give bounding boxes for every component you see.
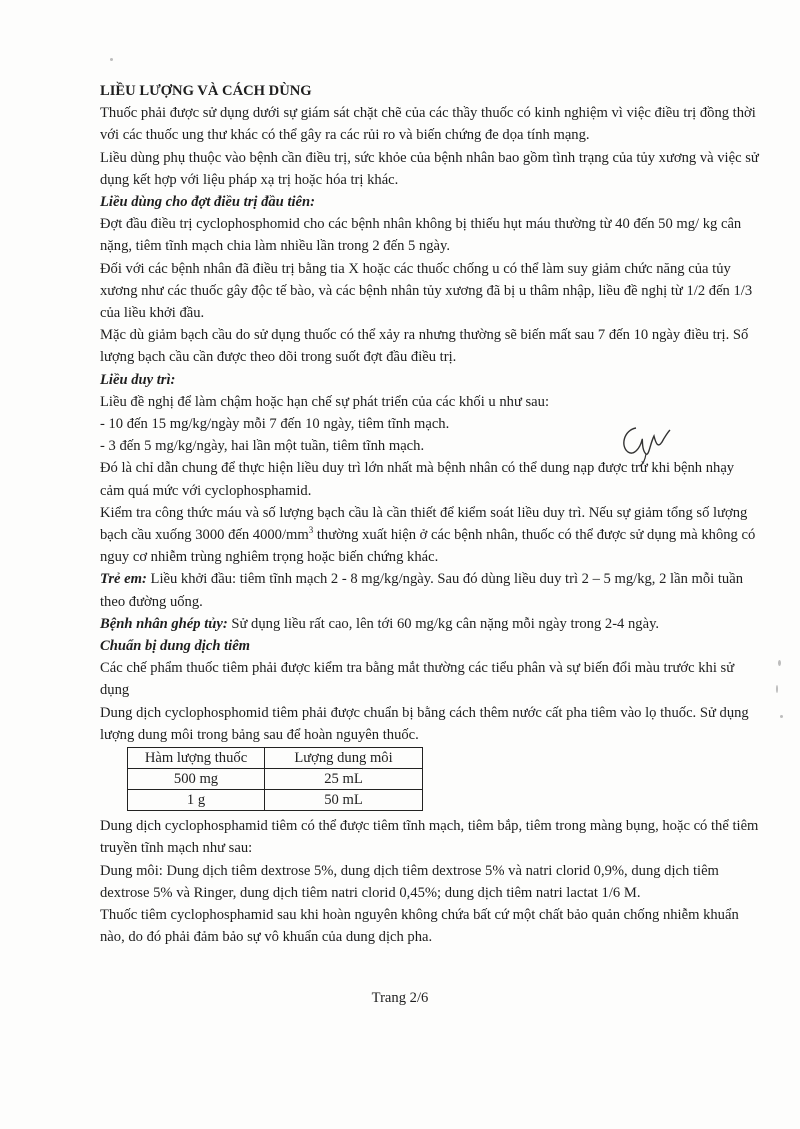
maintenance-intro: Liều đề nghị để làm chậm hoặc hạn chế sự phát triển của các khối u như sau: bbox=[100, 393, 550, 410]
transplant-text: Sử dụng liều rất cao, lên tới 60 mg/kg cân nặng mỗi ngày trong 2-4 ngày. bbox=[227, 615, 660, 632]
maintenance-bullet-1: - 10 đến 15 mg/kg/ngày mỗi 7 đến 10 ngày, tiêm tĩnh mạch. bbox=[100, 416, 450, 433]
maintenance-bullet-2: - 3 đến 5 mg/kg/ngày, hai lần một tuần, tiêm tĩnh mạch. bbox=[100, 438, 425, 455]
intro-paragraph-2: Liều dùng phụ thuộc vào bệnh cần điều trị, sức khỏe của bệnh nhân bao gồm tình trạng của tủy xương và việc sử dụng kết hợp với liệu pháp xạ trị hoặc hóa trị khác. bbox=[100, 149, 759, 188]
table-cell: 1 g bbox=[128, 790, 265, 811]
maintenance-note: Đó là chỉ dẫn chung để thực hiện liều duy trì lớn nhất mà bệnh nhân có thể dung nạp được trừ khi bệnh nhạy cảm quá mức với cyclophosphamid. bbox=[100, 460, 735, 499]
transplant-label: Bệnh nhân ghép tủy: bbox=[100, 615, 228, 632]
children-text: Liều khởi đầu: tiêm tĩnh mạch 2 - 8 mg/kg/ngày. Sau đó dùng liều duy trì 2 – 5 mg/kg, 2 lần mỗi tuần theo đường uống. bbox=[100, 571, 743, 610]
scan-speck bbox=[778, 660, 781, 666]
document-body bbox=[100, 80, 760, 948]
intro-paragraph-1: Thuốc phải được sử dụng dưới sự giám sát chặt chẽ của các thầy thuốc có kinh nghiệm vì việc điều trị đồng thời với các thuốc ung thư khác có thể gây ra các rủi ro và biến chứng đe dọa tính mạng. bbox=[100, 105, 756, 144]
after-table-paragraph-2: Dung môi: Dung dịch tiêm dextrose 5%, dung dịch tiêm dextrose 5% và natri clorid 0,9%, dung dịch tiêm dextrose 5% và Ringer, dung dịch tiêm natri clorid 0,45%; dung dịch tiêm natri lactat 1/6 M. bbox=[100, 862, 719, 901]
maintenance-heading: Liều duy trì: bbox=[100, 371, 176, 388]
page-number: Trang 2/6 bbox=[371, 990, 429, 1006]
table-row bbox=[128, 769, 423, 790]
scan-speck bbox=[110, 58, 113, 61]
monitor-text-after: thường xuất hiện ở các bệnh nhân, thuốc có thể được sử dụng mà không có nguy cơ nhiễm trùng nghiêm trọng hoặc biến chứng khác. bbox=[100, 527, 756, 566]
superscript-exponent: 3 bbox=[308, 525, 314, 536]
transplant-dosage bbox=[100, 613, 760, 635]
first-course-paragraph-2: Đối với các bệnh nhân đã điều trị bằng tia X hoặc các thuốc chống u có thể làm suy giảm chức năng của tủy xương như các thuốc gây độc tế bào, và các bệnh nhân tủy xương đã bị u thâm nhập, liều đề nghị từ 1/2 đến 1/3 của liều khởi đầu. bbox=[100, 260, 753, 322]
preparation-paragraph-1: Các chế phẩm thuốc tiêm phải được kiểm tra bằng mắt thường các tiểu phân và sự biến đổi màu trước khi sử dụng bbox=[100, 660, 735, 699]
first-course-paragraph-1: Đợt đầu điều trị cyclophosphomid cho các bệnh nhân không bị thiếu hụt máu thường từ 40 đến 50 mg/ kg cân nặng, tiêm tĩnh mạch chia làm nhiều lần trong 2 đến 5 ngày. bbox=[100, 216, 742, 255]
children-dosage bbox=[100, 568, 760, 612]
table-cell: 50 mL bbox=[265, 790, 423, 811]
table-row bbox=[128, 790, 423, 811]
first-course-paragraph-3: Mặc dù giảm bạch cầu do sử dụng thuốc có thể xảy ra nhưng thường sẽ biến mất sau 7 đến 10 ngày điều trị. Số lượng bạch cầu cần được theo dõi trong suốt đợt đầu điều trị. bbox=[100, 327, 749, 366]
scan-speck bbox=[780, 715, 783, 718]
table-cell: 500 mg bbox=[128, 769, 265, 790]
after-table-paragraph-3: Thuốc tiêm cyclophosphamid sau khi hoàn nguyên không chứa bất cứ một chất bảo quản chống nhiễm khuẩn nào, do đó phải đảm bảo sự vô khuẩn của dung dịch pha. bbox=[100, 906, 739, 946]
table-header-cell: Hàm lượng thuốc bbox=[128, 748, 265, 769]
handwritten-signature bbox=[616, 420, 672, 468]
children-label: Trẻ em: bbox=[100, 571, 147, 588]
preparation-heading: Chuẩn bị dung dịch tiêm bbox=[100, 638, 251, 655]
table-header-cell: Lượng dung môi bbox=[265, 748, 423, 769]
table-header-row bbox=[128, 748, 423, 769]
table-cell: 25 mL bbox=[265, 769, 423, 790]
scan-speck bbox=[776, 685, 778, 693]
maintenance-monitor bbox=[100, 502, 760, 569]
section-heading: LIỀU LƯỢNG VÀ CÁCH DÙNG bbox=[100, 83, 312, 99]
first-course-heading: Liều dùng cho đợt điều trị đầu tiên: bbox=[100, 194, 316, 211]
monitor-text-before: Kiểm tra công thức máu và số lượng bạch cầu là cần thiết để kiểm soát liều duy trì. Nếu sự giảm tổng số lượng bạch cầu xuống 3000 đến 4000/mm bbox=[100, 504, 748, 544]
after-table-paragraph-1: Dung dịch cyclophosphamid tiêm có thể được tiêm tĩnh mạch, tiêm bắp, tiêm trong màng bụng, hoặc có thể tiêm truyền tĩnh mạch như sau: bbox=[100, 818, 759, 857]
reconstitution-table bbox=[127, 747, 423, 811]
preparation-paragraph-2: Dung dịch cyclophosphomid tiêm phải được chuẩn bị bằng cách thêm nước cất pha tiêm vào lọ thuốc. Sử dụng lượng dung môi trong bảng sau để hoàn nguyên thuốc. bbox=[100, 704, 749, 743]
